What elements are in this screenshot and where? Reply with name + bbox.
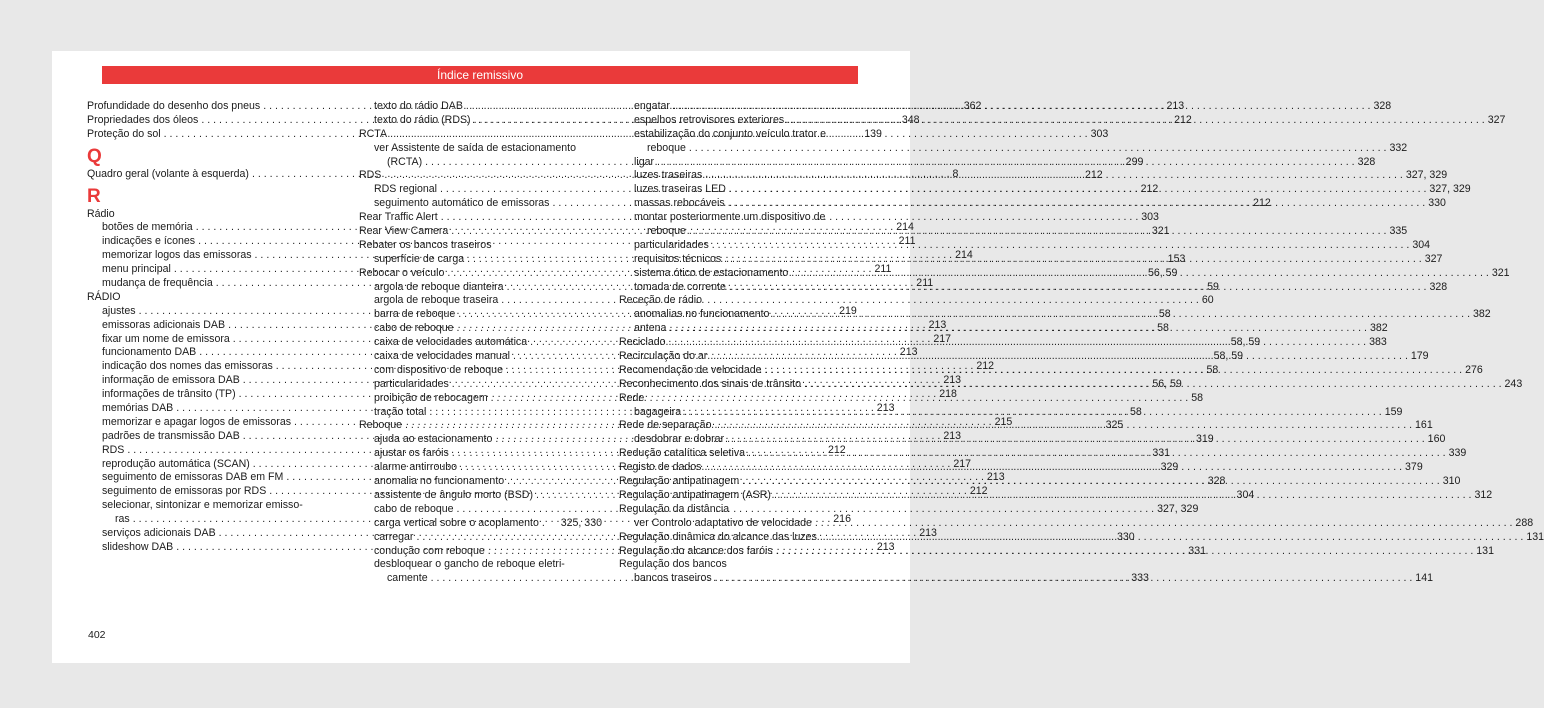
index-entry-term: antena: [634, 322, 667, 335]
index-entry-term: Quadro geral (volante à esquerda): [87, 167, 249, 180]
index-entry: [87, 499, 342, 513]
index-entry-term: requisitos técnicos: [634, 252, 722, 265]
dot-leader: [815, 517, 1513, 531]
index-entry-page: 303: [1090, 127, 1109, 140]
index-entry-page: 58: [1191, 391, 1204, 404]
dot-leader: [727, 433, 1425, 447]
dot-leader: [826, 531, 1524, 545]
dot-leader: [689, 225, 1387, 239]
index-entry-page: 213: [899, 346, 918, 359]
index-entry-page: 319: [1195, 433, 1214, 446]
dot-leader: [748, 447, 1446, 461]
index-entry-page: 153: [1167, 252, 1186, 265]
index-entry-term: bagageira: [634, 405, 682, 418]
index-entry-page: 212: [1084, 169, 1103, 182]
index-entry-term: slideshow DAB: [102, 540, 174, 553]
index-entry-term: anomalia no funcionamento: [374, 475, 505, 488]
dot-leader: [772, 308, 1470, 322]
index-entry-term: indicação dos nomes das emissoras: [102, 360, 273, 373]
index-entry-page: 325, 330: [560, 516, 602, 529]
index-entry: [87, 208, 342, 222]
index-entry-term: ligar: [634, 155, 655, 168]
index-entry-term: selecionar, sintonizar e memorizar emisso-: [102, 499, 303, 512]
index-entry-term: ajuda ao estacionamento: [374, 433, 493, 446]
index-entry-page: 327: [1487, 113, 1506, 126]
index-entry-page: 339: [1448, 447, 1467, 460]
index-entry: [619, 294, 860, 308]
index-entry-page: 327: [1424, 252, 1443, 265]
index-entry-term: padrões de transmissão DAB: [102, 429, 240, 442]
index-entry-term: Reboque: [359, 419, 403, 432]
index-entry: [87, 291, 342, 305]
index-entry-term: emissoras adicionais DAB: [102, 318, 226, 331]
index-entry-term: texto do rádio DAB: [374, 100, 463, 112]
index-entry-page: 212: [976, 360, 995, 373]
index-entry-page: 328: [1373, 100, 1392, 112]
index-entry-term: memórias DAB: [102, 402, 174, 415]
index-entry-page: 58: [1129, 405, 1142, 418]
index-entry-term: ver Controlo adaptativo de velocidade: [634, 516, 812, 529]
index-entry-term: Regulação dinâmica do alcance das luzes .: [619, 530, 823, 543]
index-entry-term: caixa de velocidades manual: [374, 350, 511, 363]
index-entry-page: 303: [1141, 211, 1159, 224]
index-entry-page: 161: [1415, 419, 1433, 432]
dot-leader: [729, 183, 1427, 197]
dot-leader: [715, 572, 1413, 586]
index-entry-page: 329: [1160, 461, 1179, 474]
index-entry-term: luzes traseiras LED: [634, 183, 726, 196]
index-entry-term: reboque: [647, 141, 686, 154]
index-entry-page: 139: [864, 127, 882, 140]
index-entry-term: luzes traseiras: [634, 169, 703, 182]
index-entry-term: Rede: [619, 391, 645, 404]
index-entry-term: proibição de rebocagem: [374, 391, 488, 404]
index-entry-term: Recirculação do ar: [619, 350, 708, 363]
dot-leader: [714, 419, 1412, 433]
index-entry-page: 213: [919, 527, 937, 540]
index-entry-page: 327, 329: [1157, 502, 1199, 515]
index-entry-page: 58: [1158, 308, 1171, 321]
index-entry-page: 213: [876, 402, 895, 415]
index-entry-term: camente: [387, 572, 428, 585]
index-entry-term: condução com reboque: [374, 544, 485, 557]
index-entry-term: montar posteriormente um dispositivo de: [634, 211, 826, 224]
index-entry-term: funcionamento DAB: [102, 346, 197, 359]
index-entry-page: 141: [1415, 572, 1433, 585]
index-entry-term: ajustar os faróis: [374, 447, 449, 460]
index-entry-term: Proteção do sol: [87, 127, 161, 140]
index-entry-page: 131: [1476, 544, 1494, 557]
index-entry-page: 304: [1412, 238, 1431, 251]
index-entry-page: 213: [943, 429, 962, 442]
index-entry-term: Profundidade do desenho dos pneus: [87, 100, 261, 112]
index-entry-term: argola de reboque dianteira: [374, 280, 504, 293]
index-entry-page: 362: [963, 100, 982, 112]
index-letter-heading: R: [87, 185, 101, 207]
index-entry: [359, 142, 602, 156]
index-entry-term: RDS: [102, 443, 125, 456]
dot-leader: [724, 253, 1422, 267]
index-entry-page: 382: [1369, 322, 1388, 335]
index-entry-term: Redução catalítica seletiva: [619, 447, 746, 460]
dot-leader: [684, 406, 1382, 420]
section-header: Índice remissivo: [102, 66, 858, 84]
index-entry-term: reprodução automática (SCAN): [102, 457, 250, 470]
index-entry-term: superfície de carga: [374, 252, 465, 265]
dot-leader: [669, 322, 1367, 336]
index-entry: [619, 211, 860, 225]
index-entry-term: Rear View Camera: [359, 225, 449, 238]
index-entry-page: 304: [1236, 488, 1255, 501]
index-entry-page: 335: [1389, 225, 1408, 238]
index-entry-term: carregar: [374, 530, 414, 543]
index-entry-term: anomalias no funcionamento: [634, 308, 770, 321]
index-entry-term: caixa de velocidades automática: [374, 336, 528, 349]
index-entry: [359, 558, 602, 572]
index-entry-term: Propriedades dos óleos: [87, 113, 199, 126]
index-entry-page: 60: [1201, 294, 1214, 307]
index-entry-page: 379: [1405, 461, 1423, 474]
index-entry-page: 382: [1473, 308, 1491, 321]
index-entry-page: 325: [1105, 419, 1124, 432]
dot-leader: [669, 336, 1367, 350]
index-entry-page: 211: [898, 235, 916, 248]
index-entry-page: 328: [1429, 280, 1448, 293]
index-entry-page: 213: [928, 318, 947, 331]
index-entry-page: 331: [1152, 447, 1171, 460]
index-entry-page: 327, 329: [1429, 183, 1471, 196]
index-entry-term: memorizar logos das emissoras: [102, 249, 252, 262]
index-entry-page: 211: [874, 263, 892, 276]
index-entry-term: alarme antirroubo: [374, 461, 458, 474]
index-entry-page: 218: [939, 388, 957, 401]
index-entry-page: 212: [827, 443, 846, 456]
index-entry-page: 213: [876, 540, 895, 553]
index-entry-page: 330: [1117, 530, 1135, 543]
index-entry: [359, 239, 602, 253]
index-entry-page: 131: [1526, 530, 1544, 543]
index-entry-page: 216: [833, 513, 851, 526]
index-entry-term: cabo de reboque: [374, 322, 454, 335]
index-entry-term: texto do rádio (RDS): [374, 113, 471, 126]
index-entry-term: Registo de dados: [619, 461, 702, 474]
index-entry-term: Regulação do alcance dos faróis: [619, 544, 773, 557]
index-entry-page: 58: [1157, 322, 1169, 335]
index-entry-page: 333: [1131, 572, 1149, 585]
index-entry: [619, 128, 860, 142]
index-entry-page: 211: [916, 277, 934, 290]
index-entry-term: Regulação antipatinagem: [619, 475, 740, 488]
index-entry-term: massas rebocáveis: [634, 197, 725, 210]
dot-leader: [742, 475, 1440, 489]
index-entry-page: 56, 59: [1147, 266, 1178, 279]
index-entry-term: ajustes: [102, 304, 136, 317]
index-entry-term: reboque: [647, 225, 686, 238]
index-entry-term: particularidades: [374, 377, 449, 390]
index-entry-term: RCTA: [359, 127, 388, 140]
index-entry-page: 217: [933, 332, 952, 345]
index-entry-term: Rear Traffic Alert: [359, 211, 438, 224]
index-entry-page: 56, 59: [1152, 377, 1182, 390]
index-entry-page: 160: [1427, 433, 1446, 446]
index-entry-page: 213: [986, 471, 1005, 484]
index-entry-term: tomada de corrente: [634, 280, 726, 293]
index-entry-term: seguimento automático de emissoras: [374, 197, 550, 210]
index-entry-term: Regulação dos bancos: [619, 558, 727, 571]
index-entry-term: RÁDIO: [87, 290, 121, 303]
dot-leader: [774, 489, 1472, 503]
index-entry-term: Regulação da distância: [619, 502, 730, 515]
index-entry-term: informações de trânsito (TP): [102, 388, 236, 401]
index-entry-term: RDS regional: [374, 183, 438, 196]
index-entry-page: 58, 59: [1213, 350, 1244, 363]
index-entry-page: 58, 59: [1230, 336, 1261, 349]
dot-leader: [787, 114, 1485, 128]
index-entry-term: particularidades: [634, 238, 709, 251]
index-entry-term: menu principal: [102, 263, 171, 276]
index-entry-page: 330: [1428, 197, 1446, 210]
index-entry-term: engatar: [634, 100, 670, 112]
dot-leader: [689, 142, 1387, 156]
index-entry-term: bancos traseiros: [634, 572, 712, 585]
index-entry-term: fixar um nome de emissora: [102, 332, 230, 345]
dot-leader: [765, 364, 1463, 378]
index-entry-term: Reconhecimento dos sinais de trânsito: [619, 377, 801, 390]
dot-leader: [729, 281, 1427, 295]
index-entry-page: 321: [1491, 266, 1510, 279]
index-entry-term: Rede de separação: [619, 419, 712, 432]
index-entry-page: 328: [1207, 475, 1226, 488]
index-entry-page: 212: [1174, 113, 1192, 126]
index-entry-term: desdobrar e dobrar: [634, 433, 725, 446]
index-entry-page: 212: [969, 485, 988, 498]
index-entry-page: 214: [955, 249, 973, 262]
index-entry-term: argola de reboque traseira: [374, 294, 499, 307]
dot-leader: [712, 239, 1410, 253]
index-entry-page: 212: [1253, 197, 1271, 210]
dot-leader: [791, 267, 1489, 281]
index-entry-page: 288: [1515, 516, 1534, 529]
index-entry-page: 383: [1369, 336, 1387, 349]
index-entry-term: desbloquear o gancho de reboque eletri-: [374, 558, 565, 571]
index-entry-page: 348: [901, 113, 920, 126]
index-entry-page: 332: [1389, 141, 1408, 154]
index-entry-page: 213: [1166, 100, 1185, 112]
index-entry-page: 212: [1140, 183, 1159, 196]
index-entry-term: mudança de frequência: [102, 277, 213, 290]
index-entry-page: 310: [1442, 475, 1461, 488]
index-entry-term: Rebocar o veículo: [359, 266, 445, 279]
index-entry: [619, 558, 860, 572]
index-entry-term: sistema ótico de estacionamento: [634, 266, 789, 279]
index-entry-page: 312: [1474, 488, 1493, 501]
index-entry-term: RDS: [359, 169, 382, 182]
index-entry-term: espelhos retrovisores exteriores: [634, 113, 785, 126]
index-entry-term: serviços adicionais DAB: [102, 527, 216, 540]
dot-leader: [728, 197, 1426, 211]
index-entry: [619, 516, 1534, 531]
index-entry-page: 213: [943, 374, 962, 387]
index-entry: [619, 392, 860, 406]
index-entry-page: 59: [1207, 280, 1219, 293]
dot-leader: [704, 461, 1402, 475]
index-entry-term: seguimento de emissoras DAB em FM: [102, 471, 284, 484]
index-entry-page: 179: [1410, 350, 1429, 363]
index-entry-term: informação de emissora DAB: [102, 374, 240, 387]
dot-leader: [804, 378, 1502, 392]
index-entry-term: ras: [115, 513, 130, 526]
index-entry-page: 331: [1188, 544, 1206, 557]
index-entry-term: estabilização do conjunto veículo trator e: [634, 127, 826, 140]
index-entry-term: botões de memória: [102, 221, 193, 234]
index-entry-term: ver Assistente de saída de estacionamento: [374, 141, 576, 154]
index-entry-page: 299: [1125, 155, 1144, 168]
index-entry-page: 217: [953, 457, 972, 470]
index-entry-page: 276: [1465, 363, 1483, 376]
dot-leader: [776, 545, 1474, 559]
index-entry-term: barra de reboque: [374, 308, 456, 321]
index-entry-page: 214: [896, 221, 914, 234]
index-entry-term: com dispositivo de reboque: [374, 363, 503, 376]
index-entry-page: 327, 329: [1405, 169, 1448, 182]
index-entry-page: 159: [1384, 405, 1403, 418]
index-entry-term: Receção de rádio: [619, 294, 703, 307]
index-entry-page: 328: [1357, 155, 1376, 168]
dot-leader: [673, 100, 1371, 114]
index-entry-page: 219: [839, 304, 857, 317]
index-entry-term: assistente de ângulo morto (BSD): [374, 488, 533, 501]
index-entry-page: 58: [1206, 363, 1219, 376]
index-entry-term: Regulação antipatinagem (ASR): [619, 488, 771, 501]
index-entry-page: 215: [994, 415, 1013, 428]
index-entry-term: seguimento de emissoras por RDS: [102, 485, 267, 498]
index-entry-term: indicações e ícones: [102, 235, 196, 248]
index-entry-term: Rádio: [87, 207, 115, 220]
index-entry-term: memorizar e apagar logos de emissoras: [102, 415, 292, 428]
index-entry-page: 321: [1151, 225, 1170, 238]
dot-leader: [657, 156, 1355, 170]
page-number: 402: [88, 629, 106, 641]
index-letter-heading: Q: [87, 145, 102, 167]
index-entry-term: cabo de reboque: [374, 502, 454, 515]
dot-leader: [705, 169, 1403, 183]
index-entry-term: Recomendação de velocidade: [619, 363, 762, 376]
index-entry: [359, 517, 602, 531]
index-entry-page: 8: [952, 167, 959, 180]
index-entry-term: tração total: [374, 405, 427, 418]
index-entry-term: Rebater os bancos traseiros: [359, 238, 492, 251]
index-entry-page: 243: [1504, 377, 1523, 390]
index-entry-term: carga vertical sobre o acoplamento .: [374, 516, 545, 529]
index-entry: [619, 503, 860, 517]
index-entry: [619, 141, 1408, 156]
index-entry-term: (RCTA): [387, 155, 423, 168]
dot-leader: [710, 350, 1408, 364]
index-entry-term: Reciclado: [619, 336, 666, 349]
